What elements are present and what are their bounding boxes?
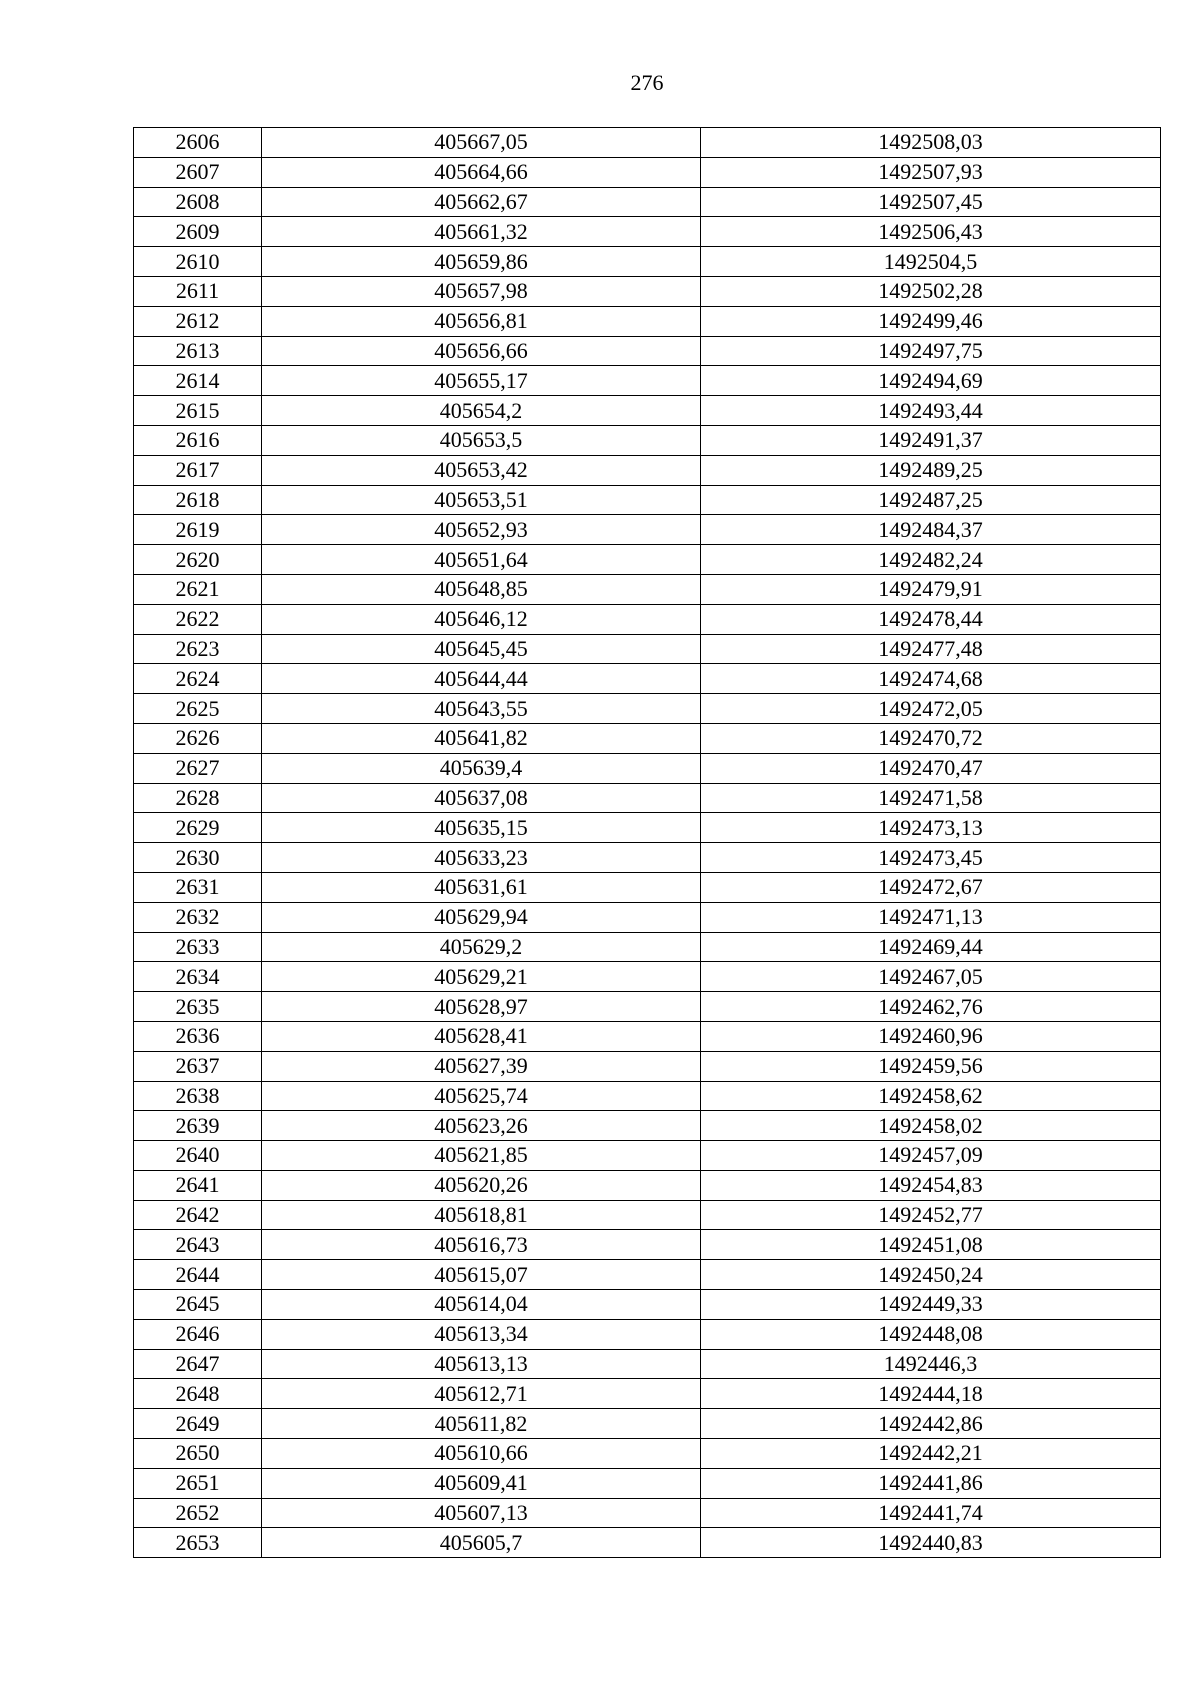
table-row [134, 515, 1161, 545]
y-coordinate-cell: 1492484,37 [701, 515, 1161, 545]
y-coordinate-cell: 1492487,25 [701, 485, 1161, 515]
y-coordinate-cell: 1492471,58 [701, 783, 1161, 813]
point-number-cell: 2624 [134, 664, 262, 694]
table-row [134, 1349, 1161, 1379]
table-row [134, 545, 1161, 575]
point-number-cell: 2608 [134, 187, 262, 217]
y-coordinate-cell: 1492477,48 [701, 634, 1161, 664]
table-row [134, 902, 1161, 932]
table-row [134, 1051, 1161, 1081]
x-coordinate-cell: 405629,21 [262, 962, 701, 992]
point-number-cell: 2638 [134, 1081, 262, 1111]
table-row [134, 1409, 1161, 1439]
table-row [134, 1170, 1161, 1200]
table-row [134, 1379, 1161, 1409]
point-number-cell: 2633 [134, 932, 262, 962]
y-coordinate-cell: 1492442,86 [701, 1409, 1161, 1439]
y-coordinate-cell: 1492441,86 [701, 1468, 1161, 1498]
x-coordinate-cell: 405613,13 [262, 1349, 701, 1379]
y-coordinate-cell: 1492450,24 [701, 1260, 1161, 1290]
point-number-cell: 2612 [134, 306, 262, 336]
y-coordinate-cell: 1492479,91 [701, 574, 1161, 604]
y-coordinate-cell: 1492470,47 [701, 753, 1161, 783]
point-number-cell: 2623 [134, 634, 262, 664]
x-coordinate-cell: 405641,82 [262, 723, 701, 753]
table-row [134, 992, 1161, 1022]
table-row [134, 1081, 1161, 1111]
table-row [134, 1230, 1161, 1260]
point-number-cell: 2651 [134, 1468, 262, 1498]
x-coordinate-cell: 405662,67 [262, 187, 701, 217]
x-coordinate-cell: 405621,85 [262, 1141, 701, 1171]
table-row [134, 932, 1161, 962]
y-coordinate-cell: 1492458,62 [701, 1081, 1161, 1111]
x-coordinate-cell: 405614,04 [262, 1290, 701, 1320]
y-coordinate-cell: 1492452,77 [701, 1200, 1161, 1230]
table-row [134, 634, 1161, 664]
x-coordinate-cell: 405615,07 [262, 1260, 701, 1290]
x-coordinate-cell: 405653,42 [262, 455, 701, 485]
y-coordinate-cell: 1492449,33 [701, 1290, 1161, 1320]
table-row [134, 157, 1161, 187]
point-number-cell: 2622 [134, 604, 262, 634]
x-coordinate-cell: 405667,05 [262, 128, 701, 158]
table-row [134, 396, 1161, 426]
x-coordinate-cell: 405616,73 [262, 1230, 701, 1260]
x-coordinate-cell: 405629,94 [262, 902, 701, 932]
point-number-cell: 2647 [134, 1349, 262, 1379]
table-row [134, 485, 1161, 515]
table-row [134, 783, 1161, 813]
x-coordinate-cell: 405620,26 [262, 1170, 701, 1200]
point-number-cell: 2625 [134, 694, 262, 724]
point-number-cell: 2641 [134, 1170, 262, 1200]
table-row [134, 1439, 1161, 1469]
point-number-cell: 2653 [134, 1528, 262, 1558]
table-row [134, 276, 1161, 306]
y-coordinate-cell: 1492467,05 [701, 962, 1161, 992]
point-number-cell: 2626 [134, 723, 262, 753]
point-number-cell: 2629 [134, 813, 262, 843]
y-coordinate-cell: 1492470,72 [701, 723, 1161, 753]
y-coordinate-cell: 1492454,83 [701, 1170, 1161, 1200]
x-coordinate-cell: 405646,12 [262, 604, 701, 634]
point-number-cell: 2616 [134, 425, 262, 455]
point-number-cell: 2609 [134, 217, 262, 247]
point-number-cell: 2614 [134, 366, 262, 396]
x-coordinate-cell: 405661,32 [262, 217, 701, 247]
coordinates-table-body [134, 128, 1161, 1558]
x-coordinate-cell: 405643,55 [262, 694, 701, 724]
x-coordinate-cell: 405644,44 [262, 664, 701, 694]
y-coordinate-cell: 1492478,44 [701, 604, 1161, 634]
x-coordinate-cell: 405628,97 [262, 992, 701, 1022]
x-coordinate-cell: 405635,15 [262, 813, 701, 843]
y-coordinate-cell: 1492473,45 [701, 843, 1161, 873]
point-number-cell: 2640 [134, 1141, 262, 1171]
point-number-cell: 2617 [134, 455, 262, 485]
y-coordinate-cell: 1492504,5 [701, 247, 1161, 277]
coordinates-table [133, 127, 1161, 1558]
x-coordinate-cell: 405654,2 [262, 396, 701, 426]
x-coordinate-cell: 405655,17 [262, 366, 701, 396]
x-coordinate-cell: 405613,34 [262, 1319, 701, 1349]
x-coordinate-cell: 405656,66 [262, 336, 701, 366]
y-coordinate-cell: 1492459,56 [701, 1051, 1161, 1081]
table-row [134, 217, 1161, 247]
y-coordinate-cell: 1492502,28 [701, 276, 1161, 306]
y-coordinate-cell: 1492469,44 [701, 932, 1161, 962]
x-coordinate-cell: 405653,51 [262, 485, 701, 515]
table-row [134, 1468, 1161, 1498]
y-coordinate-cell: 1492448,08 [701, 1319, 1161, 1349]
y-coordinate-cell: 1492458,02 [701, 1111, 1161, 1141]
y-coordinate-cell: 1492482,24 [701, 545, 1161, 575]
x-coordinate-cell: 405637,08 [262, 783, 701, 813]
x-coordinate-cell: 405659,86 [262, 247, 701, 277]
table-row [134, 306, 1161, 336]
table-row [134, 1141, 1161, 1171]
y-coordinate-cell: 1492508,03 [701, 128, 1161, 158]
x-coordinate-cell: 405612,71 [262, 1379, 701, 1409]
x-coordinate-cell: 405605,7 [262, 1528, 701, 1558]
y-coordinate-cell: 1492457,09 [701, 1141, 1161, 1171]
y-coordinate-cell: 1492451,08 [701, 1230, 1161, 1260]
table-row [134, 1021, 1161, 1051]
y-coordinate-cell: 1492493,44 [701, 396, 1161, 426]
table-row [134, 723, 1161, 753]
table-row [134, 813, 1161, 843]
table-row [134, 1200, 1161, 1230]
point-number-cell: 2619 [134, 515, 262, 545]
point-number-cell: 2642 [134, 1200, 262, 1230]
point-number-cell: 2652 [134, 1498, 262, 1528]
y-coordinate-cell: 1492440,83 [701, 1528, 1161, 1558]
point-number-cell: 2627 [134, 753, 262, 783]
table-row [134, 574, 1161, 604]
y-coordinate-cell: 1492474,68 [701, 664, 1161, 694]
table-row [134, 1111, 1161, 1141]
table-row [134, 247, 1161, 277]
x-coordinate-cell: 405610,66 [262, 1439, 701, 1469]
x-coordinate-cell: 405611,82 [262, 1409, 701, 1439]
point-number-cell: 2631 [134, 872, 262, 902]
table-row [134, 604, 1161, 634]
x-coordinate-cell: 405656,81 [262, 306, 701, 336]
point-number-cell: 2644 [134, 1260, 262, 1290]
y-coordinate-cell: 1492497,75 [701, 336, 1161, 366]
x-coordinate-cell: 405633,23 [262, 843, 701, 873]
y-coordinate-cell: 1492473,13 [701, 813, 1161, 843]
point-number-cell: 2632 [134, 902, 262, 932]
y-coordinate-cell: 1492499,46 [701, 306, 1161, 336]
point-number-cell: 2607 [134, 157, 262, 187]
x-coordinate-cell: 405627,39 [262, 1051, 701, 1081]
x-coordinate-cell: 405648,85 [262, 574, 701, 604]
x-coordinate-cell: 405629,2 [262, 932, 701, 962]
point-number-cell: 2611 [134, 276, 262, 306]
point-number-cell: 2649 [134, 1409, 262, 1439]
point-number-cell: 2620 [134, 545, 262, 575]
point-number-cell: 2635 [134, 992, 262, 1022]
point-number-cell: 2615 [134, 396, 262, 426]
x-coordinate-cell: 405651,64 [262, 545, 701, 575]
point-number-cell: 2606 [134, 128, 262, 158]
y-coordinate-cell: 1492441,74 [701, 1498, 1161, 1528]
table-row [134, 1498, 1161, 1528]
x-coordinate-cell: 405625,74 [262, 1081, 701, 1111]
y-coordinate-cell: 1492472,05 [701, 694, 1161, 724]
x-coordinate-cell: 405653,5 [262, 425, 701, 455]
point-number-cell: 2648 [134, 1379, 262, 1409]
y-coordinate-cell: 1492444,18 [701, 1379, 1161, 1409]
y-coordinate-cell: 1492491,37 [701, 425, 1161, 455]
y-coordinate-cell: 1492507,93 [701, 157, 1161, 187]
x-coordinate-cell: 405631,61 [262, 872, 701, 902]
x-coordinate-cell: 405618,81 [262, 1200, 701, 1230]
y-coordinate-cell: 1492471,13 [701, 902, 1161, 932]
table-row [134, 187, 1161, 217]
page-number: 276 [630, 70, 664, 95]
point-number-cell: 2634 [134, 962, 262, 992]
x-coordinate-cell: 405645,45 [262, 634, 701, 664]
y-coordinate-cell: 1492462,76 [701, 992, 1161, 1022]
table-row [134, 872, 1161, 902]
point-number-cell: 2630 [134, 843, 262, 873]
y-coordinate-cell: 1492442,21 [701, 1439, 1161, 1469]
y-coordinate-cell: 1492489,25 [701, 455, 1161, 485]
table-row [134, 694, 1161, 724]
y-coordinate-cell: 1492494,69 [701, 366, 1161, 396]
x-coordinate-cell: 405657,98 [262, 276, 701, 306]
point-number-cell: 2613 [134, 336, 262, 366]
x-coordinate-cell: 405628,41 [262, 1021, 701, 1051]
point-number-cell: 2628 [134, 783, 262, 813]
table-row [134, 336, 1161, 366]
table-row [134, 1319, 1161, 1349]
table-row [134, 843, 1161, 873]
table-row [134, 128, 1161, 158]
table-row [134, 455, 1161, 485]
x-coordinate-cell: 405639,4 [262, 753, 701, 783]
table-row [134, 1290, 1161, 1320]
table-row [134, 1528, 1161, 1558]
point-number-cell: 2639 [134, 1111, 262, 1141]
point-number-cell: 2646 [134, 1319, 262, 1349]
y-coordinate-cell: 1492446,3 [701, 1349, 1161, 1379]
table-row [134, 962, 1161, 992]
point-number-cell: 2621 [134, 574, 262, 604]
y-coordinate-cell: 1492507,45 [701, 187, 1161, 217]
point-number-cell: 2636 [134, 1021, 262, 1051]
y-coordinate-cell: 1492506,43 [701, 217, 1161, 247]
table-row [134, 366, 1161, 396]
table-row [134, 753, 1161, 783]
point-number-cell: 2637 [134, 1051, 262, 1081]
point-number-cell: 2610 [134, 247, 262, 277]
x-coordinate-cell: 405652,93 [262, 515, 701, 545]
x-coordinate-cell: 405607,13 [262, 1498, 701, 1528]
point-number-cell: 2643 [134, 1230, 262, 1260]
y-coordinate-cell: 1492460,96 [701, 1021, 1161, 1051]
x-coordinate-cell: 405664,66 [262, 157, 701, 187]
table-row [134, 664, 1161, 694]
y-coordinate-cell: 1492472,67 [701, 872, 1161, 902]
x-coordinate-cell: 405623,26 [262, 1111, 701, 1141]
table-row [134, 425, 1161, 455]
x-coordinate-cell: 405609,41 [262, 1468, 701, 1498]
table-row [134, 1260, 1161, 1290]
point-number-cell: 2618 [134, 485, 262, 515]
point-number-cell: 2645 [134, 1290, 262, 1320]
point-number-cell: 2650 [134, 1439, 262, 1469]
